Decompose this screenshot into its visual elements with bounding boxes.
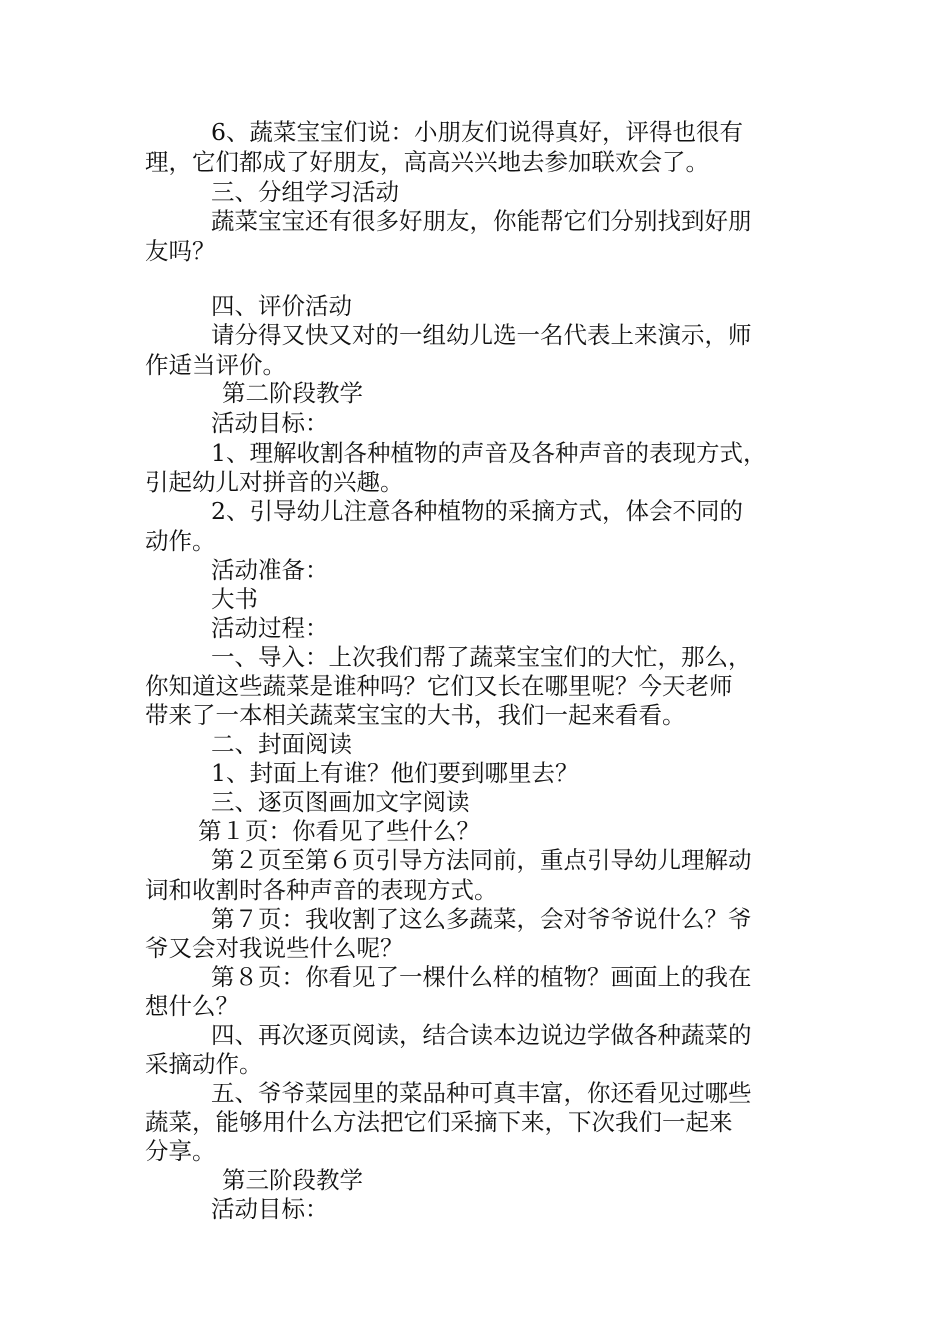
- subsection-label: 活动准备：: [211, 556, 329, 584]
- text-line: 分享。: [145, 1137, 216, 1165]
- text-line: 作适当评价。: [145, 351, 286, 379]
- text-line: 带来了一本相关蔬菜宝宝的大书，我们一起来看看。: [145, 701, 686, 729]
- subsection-label: 活动目标：: [211, 1195, 329, 1223]
- text-line: 理，它们都成了好朋友，高高兴兴地去参加联欢会了。: [145, 148, 709, 176]
- stage-heading: 第三阶段教学: [222, 1166, 363, 1194]
- text-line: 四、再次逐页阅读，结合读本边说边学做各种蔬菜的: [211, 1021, 752, 1049]
- section-heading: 三、分组学习活动: [211, 178, 399, 206]
- text-line: 蔬菜，能够用什么方法把它们采摘下来，下次我们一起来: [145, 1108, 733, 1136]
- text-line: 第８页：你看见了一棵什么样的植物？画面上的我在: [211, 963, 752, 991]
- text-line: 友吗？: [145, 237, 216, 265]
- text-line: 动作。: [145, 527, 216, 555]
- text-line: 第１页：你看见了些什么？: [198, 817, 480, 845]
- text-line: 6、蔬菜宝宝们说：小朋友们说得真好，评得也很有: [211, 118, 743, 146]
- stage-heading: 第二阶段教学: [222, 379, 363, 407]
- subsection-label: 活动过程：: [211, 614, 329, 642]
- text-line: 大书: [211, 585, 258, 613]
- text-line: 词和收割时各种声音的表现方式。: [145, 876, 498, 904]
- text-line: 采摘动作。: [145, 1050, 263, 1078]
- subsection-label: 活动目标：: [211, 409, 329, 437]
- text-line: 爷又会对我说些什么呢？: [145, 934, 404, 962]
- text-line: 第２页至第６页引导方法同前，重点引导幼儿理解动: [211, 846, 752, 874]
- text-line: 五、爷爷菜园里的菜品种可真丰富，你还看见过哪些: [211, 1079, 752, 1107]
- section-heading: 二、封面阅读: [211, 730, 352, 758]
- text-line: 2、引导幼儿注意各种植物的采摘方式，体会不同的: [211, 497, 743, 525]
- text-line: 1、理解收割各种植物的声音及各种声音的表现方式，: [211, 439, 767, 467]
- text-line: 想什么？: [145, 992, 239, 1020]
- section-heading: 四、评价活动: [211, 292, 352, 320]
- text-line: 第７页：我收割了这么多蔬菜，会对爷爷说什么？爷: [211, 905, 752, 933]
- text-line: 蔬菜宝宝还有很多好朋友，你能帮它们分别找到好朋: [211, 207, 752, 235]
- text-line: 1、封面上有谁？他们要到哪里去？: [211, 759, 579, 787]
- text-line: 引起幼儿对拼音的兴趣。: [145, 468, 404, 496]
- text-line: 请分得又快又对的一组幼儿选一名代表上来演示，师: [211, 321, 752, 349]
- section-heading: 三、逐页图画加文字阅读: [211, 788, 470, 816]
- text-line: 你知道这些蔬菜是谁种吗？它们又长在哪里呢？今天老师: [145, 672, 733, 700]
- text-line: 一、导入：上次我们帮了蔬菜宝宝们的大忙，那么，: [211, 643, 752, 671]
